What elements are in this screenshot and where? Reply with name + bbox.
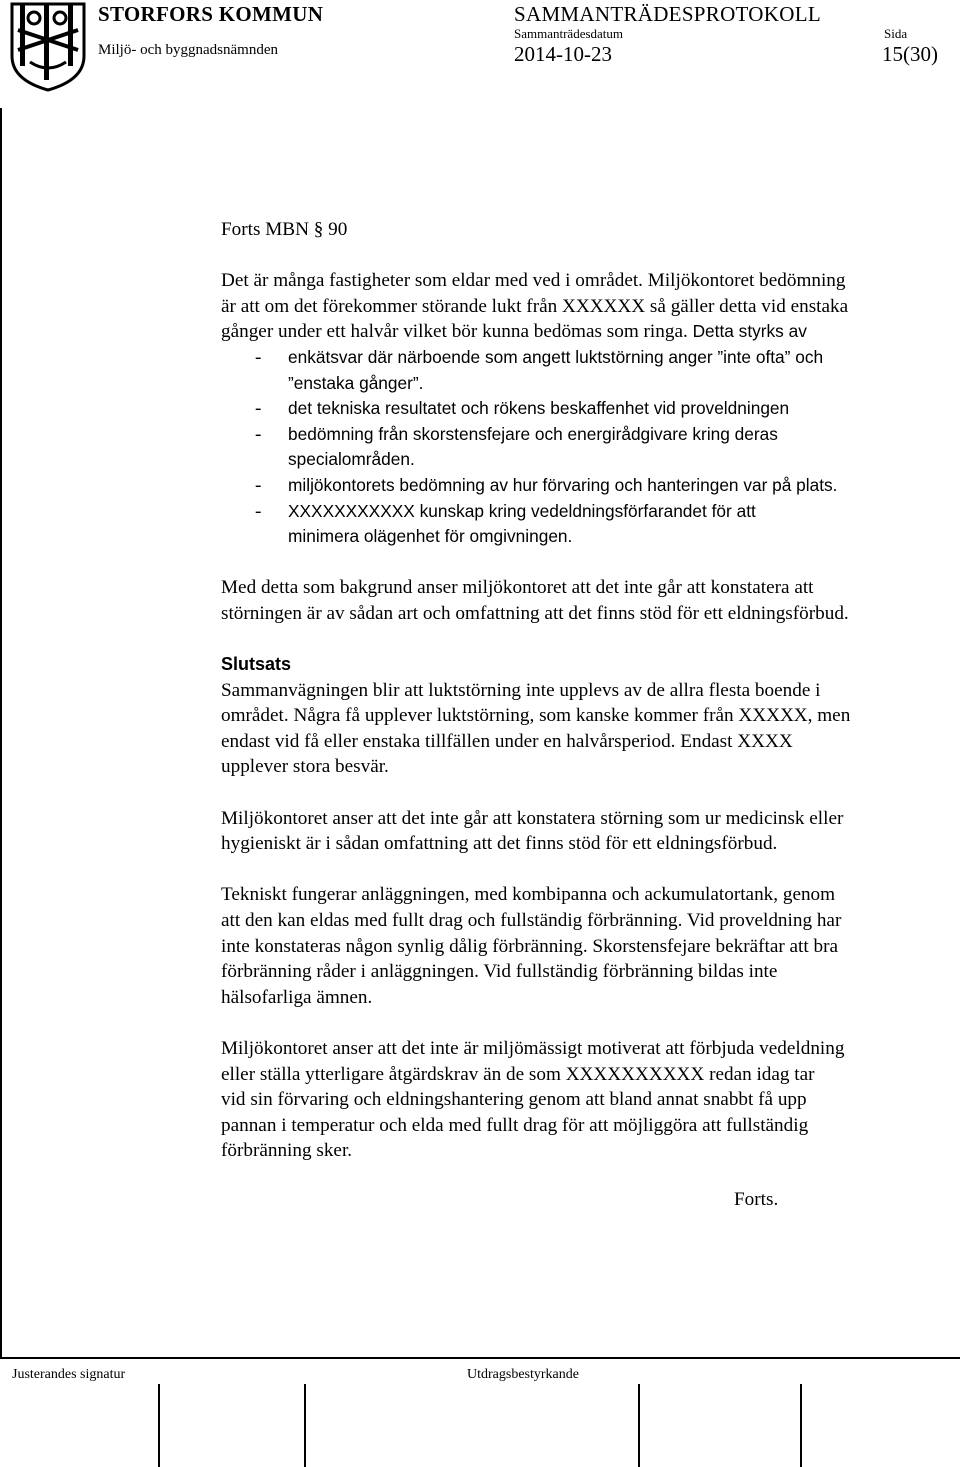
text-line: upplever stora besvär.: [221, 756, 389, 778]
bakgrund-paragraph: [221, 575, 956, 626]
conclusion-section: [221, 652, 956, 780]
bullet-item: [221, 499, 956, 525]
bullet-text: enkätsvar där närboende som angett luktstörning anger ”inte ofta” och: [288, 346, 824, 367]
conclusion-heading: Slutsats: [221, 654, 292, 675]
text-line: vid sin förvaring och eldningshantering genom att bland annat snabbt få upp: [221, 1089, 807, 1111]
bullet-text: XXXXXXXXXXX kunskap kring vedeldningsförfarandet för att: [288, 500, 756, 521]
bullet-item: [221, 345, 956, 371]
frame-left-border: [0, 108, 2, 1358]
intro-line: Det är många fastigheter som eldar med ved i området. Miljökontoret bedömning: [221, 270, 846, 292]
bullet-dash: -: [255, 398, 262, 420]
bullet-continuation: minimera olägenhet för omgivningen.: [288, 526, 573, 547]
motiverat-paragraph: [221, 1036, 956, 1164]
bullet-continuation: ”enstaka gånger”.: [288, 372, 424, 393]
forts-title: Forts MBN § 90: [221, 219, 348, 240]
text-line: endast vid få eller enstaka tillfällen under en halvårsperiod. Endast XXXX: [221, 730, 793, 752]
continued-marker: Forts.: [734, 1189, 779, 1210]
intro-line: [221, 319, 956, 345]
bullet-text: miljökontorets bedömning av hur förvaring och hanteringen var på plats.: [288, 474, 838, 495]
text-line: hälsofarliga ämnen.: [221, 986, 373, 1008]
page-number: 15(30): [882, 42, 938, 66]
protocol-body: [221, 217, 956, 1190]
text-line: hygieniskt är i sådan omfattning att det finns stöd för ett eldningsförbud.: [221, 833, 778, 855]
bullet-text: bedömning från skorstensfejare och energirådgivare kring deras: [288, 423, 778, 444]
meeting-date-value: 2014-10-23: [514, 42, 612, 66]
coat-of-arms-icon: [8, 0, 88, 92]
bullet-dash: -: [255, 500, 262, 522]
bullet-text: det tekniska resultatet och rökens beskaffenhet vid proveldningen: [288, 398, 790, 419]
bullet-item: [221, 473, 956, 499]
bullet-dash: -: [255, 346, 262, 368]
intro-line: är att om det förekommer störande lukt från XXXXXX så gäller detta vid enstaka: [221, 295, 849, 317]
text-line: Miljökontoret anser att det inte är miljömässigt motiverat att förbjuda vedeldning: [221, 1038, 845, 1059]
tekniskt-paragraph: [221, 882, 956, 1010]
text-line: Miljökontoret anser att det inte går att konstatera störning som ur medicinsk eller: [221, 807, 844, 829]
text-line: förbränning sker.: [221, 1140, 353, 1162]
text-line: Med detta som bakgrund anser miljökontoret att det inte går att konstatera att: [221, 577, 814, 599]
signature-box-divider: [638, 1384, 640, 1467]
signature-box-divider: [158, 1384, 160, 1467]
bullet-item: [221, 396, 956, 422]
signature-box-divider: [800, 1384, 802, 1467]
intro-tail: Detta styrks av: [687, 321, 807, 342]
bullet-item: [221, 422, 956, 448]
extract-certification-label: Utdragsbestyrkande: [467, 1367, 579, 1382]
page-label: Sida: [884, 26, 908, 41]
text-line: att den kan eldas med fullt drag och fullständig förbränning. Vid proveldning har: [221, 910, 842, 932]
text-line: störningen är av sådan art och omfattning att det finns stöd för ett eldningsförbud.: [221, 602, 849, 624]
text-line: Sammanvägningen blir att luktstörning inte upplevs av de allra flesta boende i: [221, 679, 821, 701]
intro-paragraph: [221, 268, 956, 550]
meeting-date-label: Sammanträdesdatum: [514, 26, 624, 41]
department-name: Miljö- och byggnadsnämnden: [98, 42, 278, 58]
text-line: Tekniskt fungerar anläggningen, med kombipanna och ackumulatortank, genom: [221, 884, 836, 906]
bullet-dash: -: [255, 474, 262, 496]
text-line: området. Några få upplever luktstörning, som kanske kommer från XXXXX, men: [221, 705, 851, 727]
text-line: förbränning råder i anläggningen. Vid fullständig förbränning bildas inte: [221, 961, 778, 983]
municipality-name: STORFORS KOMMUN: [98, 2, 324, 26]
signature-label: Justerandes signatur: [12, 1367, 126, 1382]
frame-bottom-border: [0, 1357, 960, 1359]
bullet-dash: -: [255, 423, 262, 445]
text-line: pannan i temperatur och elda med fullt drag för att möjliggöra att fullständig: [221, 1114, 809, 1136]
text-line: eller ställa ytterligare åtgärdskrav än de som XXXXXXXXXX redan idag tar: [221, 1063, 815, 1085]
text-line: inte konstateras någon synlig dålig förbränning. Skorstensfejare bekräftar att bra: [221, 935, 838, 957]
document-type: SAMMANTRÄDESPROTOKOLL: [514, 2, 821, 26]
signature-box-divider: [304, 1384, 306, 1467]
intro-line-text: gånger under ett halvår vilket bör kunna bedömas som ringa.: [221, 321, 688, 343]
medicinsk-paragraph: [221, 806, 956, 857]
bullet-continuation: specialområden.: [288, 449, 415, 470]
